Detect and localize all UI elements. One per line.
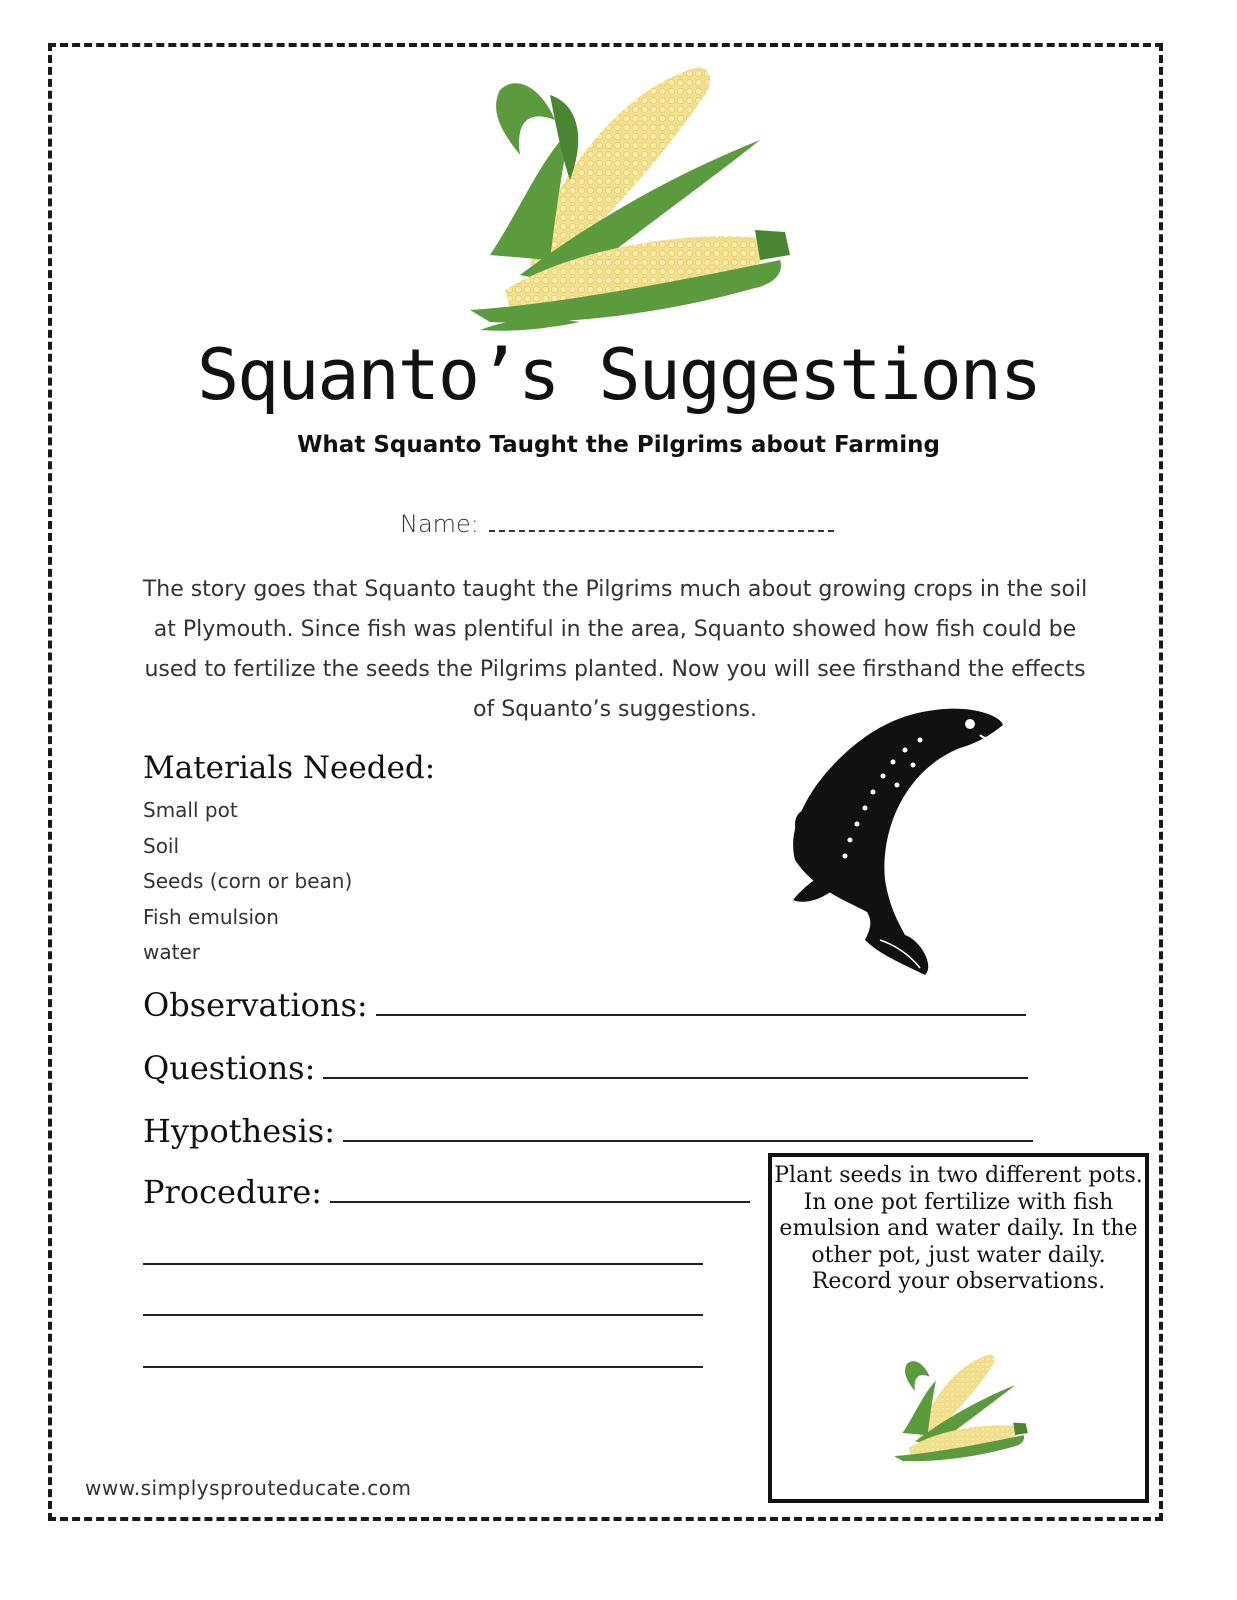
website-url[interactable]: www.simplysprouteducate.com: [85, 1476, 412, 1500]
fish-icon: [785, 700, 1010, 980]
instructions-text: Plant seeds in two different pots. In one pot fertilize with fish emulsion and water daily. In the other pot, just water daily. Record your observations.: [774, 1163, 1143, 1294]
questions-field: [143, 1049, 1028, 1087]
list-item: water: [143, 940, 200, 964]
corn-icon: [890, 1349, 1032, 1469]
questions-line[interactable]: [323, 1076, 1028, 1079]
procedure-line-extra[interactable]: [143, 1263, 703, 1265]
materials-heading: Materials Needed:: [143, 750, 436, 786]
hypothesis-label: Hypothesis:: [143, 1112, 335, 1150]
page-subtitle: What Squanto Taught the Pilgrims about Farming: [297, 432, 940, 458]
observations-line[interactable]: [376, 1013, 1026, 1016]
procedure-line-extra[interactable]: [143, 1366, 703, 1368]
procedure-line[interactable]: [330, 1200, 750, 1203]
list-item: Soil: [143, 833, 180, 858]
hypothesis-line[interactable]: [343, 1139, 1033, 1142]
list-item: Seeds (corn or bean): [143, 869, 353, 893]
questions-label: Questions:: [143, 1049, 316, 1087]
hypothesis-field: [143, 1112, 1033, 1150]
list-item: Fish emulsion: [143, 904, 279, 929]
corn-icon: [460, 60, 800, 335]
list-item: Small pot: [143, 798, 238, 822]
name-input-line[interactable]: [489, 512, 834, 532]
name-row: [400, 510, 834, 538]
materials-list: [143, 795, 352, 973]
name-label: Name:: [400, 510, 479, 538]
procedure-field: [143, 1173, 750, 1211]
procedure-label: Procedure:: [143, 1173, 323, 1211]
observations-field: [143, 986, 1026, 1024]
page-title: Squanto’s Suggestions: [196, 334, 1040, 416]
observations-label: Observations:: [143, 986, 368, 1024]
intro-paragraph: The story goes that Squanto taught the Pilgrims much about growing crops in the soil at Plymouth. Since fish was plentiful in the area, Squanto showed how fish could be used to fertilize the seeds the Pilgrims planted. Now you will see firsthand the effects of Squanto’s suggestions.: [142, 577, 1088, 722]
procedure-line-extra[interactable]: [143, 1314, 703, 1316]
instructions-box: [768, 1153, 1149, 1503]
